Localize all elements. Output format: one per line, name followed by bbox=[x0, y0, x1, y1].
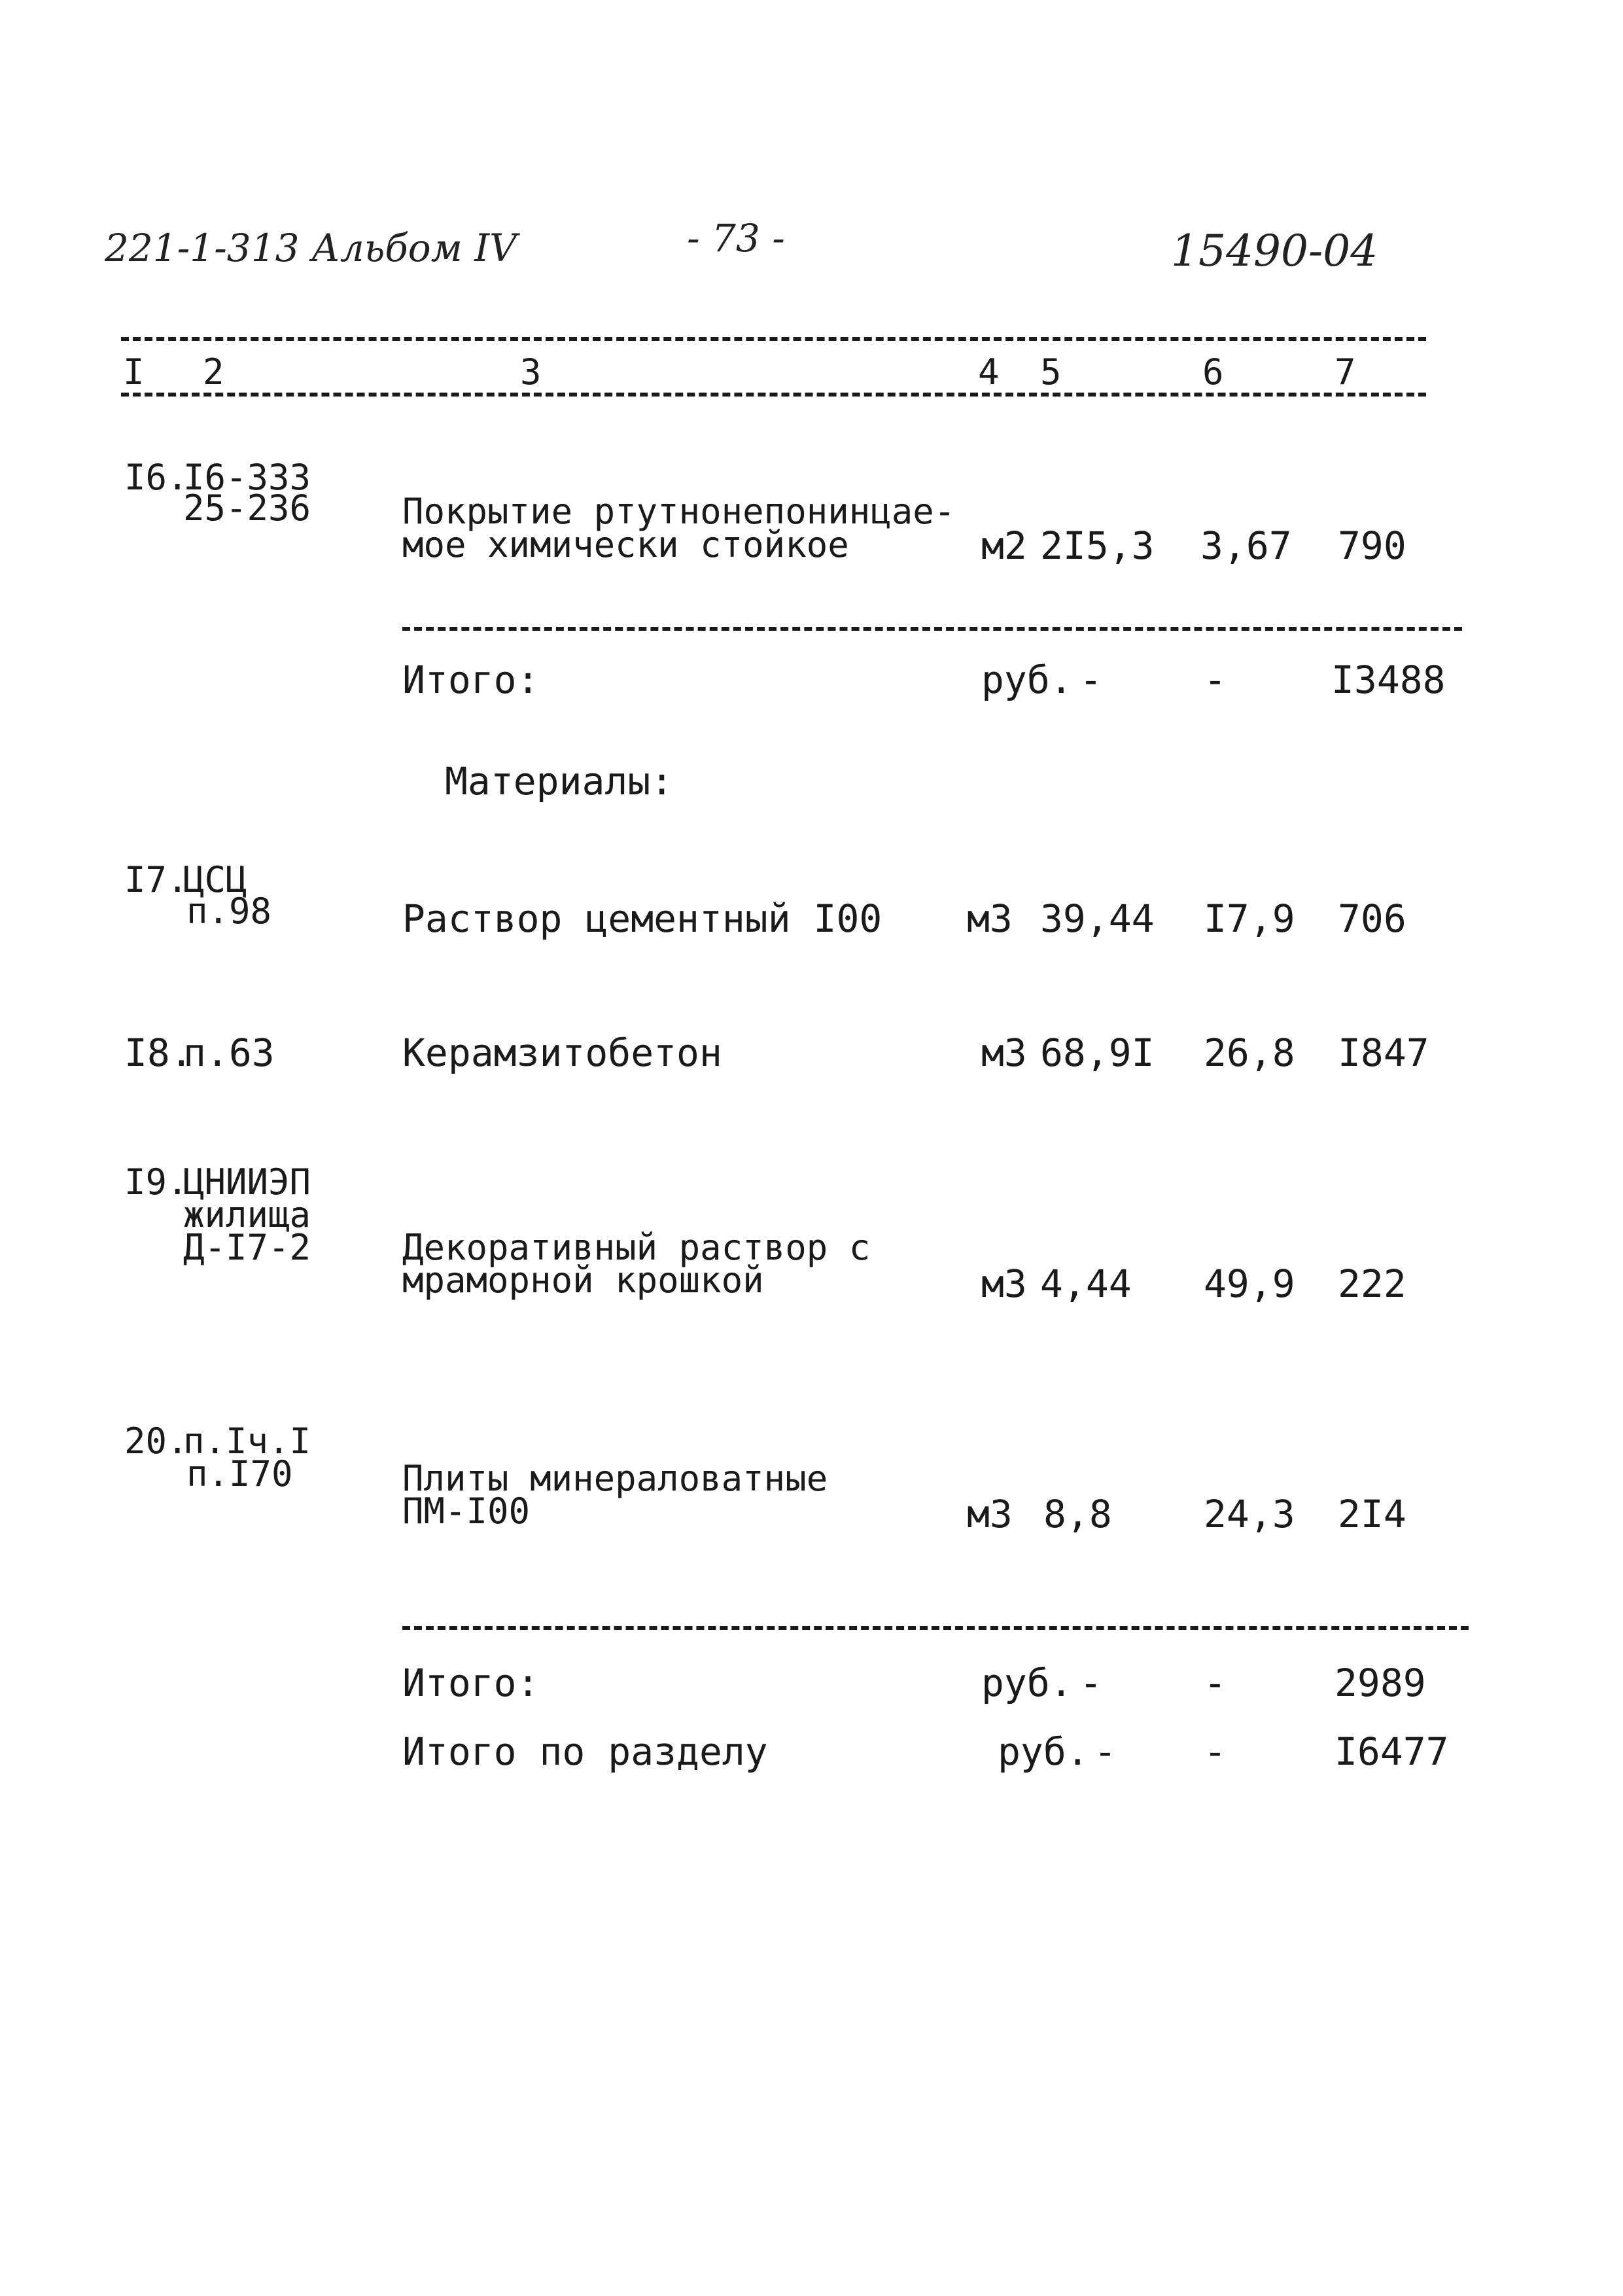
section-total-unit: руб. bbox=[998, 1729, 1089, 1774]
row-unit: м3 bbox=[967, 1492, 1013, 1536]
row-unit: м3 bbox=[981, 1031, 1027, 1075]
col-header-7: 7 bbox=[1335, 351, 1356, 393]
row-code: ЦНИИЭП bbox=[183, 1161, 311, 1203]
row-number: I7. bbox=[124, 859, 188, 900]
col-header-1: I bbox=[123, 351, 145, 393]
subtotal-unit: руб. bbox=[981, 1661, 1073, 1705]
row-number: I6. bbox=[124, 457, 188, 498]
page-number: - 73 - bbox=[687, 216, 785, 260]
section-heading: Материалы: bbox=[445, 759, 674, 804]
row-code: п.I70 bbox=[186, 1453, 293, 1494]
row-price: 3,67 bbox=[1200, 523, 1292, 568]
row-code: п.63 bbox=[183, 1031, 275, 1075]
row-number: 20. bbox=[124, 1421, 188, 1462]
row-price: I7,9 bbox=[1204, 896, 1295, 941]
document-code: 221-1-313 Альбом IV bbox=[105, 226, 517, 270]
row-total: 2I4 bbox=[1338, 1492, 1406, 1536]
row-unit: м2 bbox=[981, 523, 1027, 568]
subtotal-rule bbox=[402, 627, 1462, 631]
row-code: п.Iч.I bbox=[183, 1421, 311, 1462]
row-price: 24,3 bbox=[1204, 1492, 1295, 1536]
col-header-3: 3 bbox=[520, 351, 542, 393]
subtotal-rule bbox=[402, 1626, 1469, 1630]
section-total-total: I6477 bbox=[1335, 1729, 1449, 1774]
section-total-price: - bbox=[1204, 1729, 1227, 1774]
row-name: Плиты минераловатные bbox=[402, 1458, 828, 1499]
row-total: 222 bbox=[1338, 1262, 1406, 1306]
row-name: ПМ-I00 bbox=[402, 1491, 531, 1532]
subtotal-total: I3488 bbox=[1331, 658, 1446, 702]
row-price: 49,9 bbox=[1204, 1262, 1295, 1306]
subtotal-total: 2989 bbox=[1335, 1661, 1426, 1705]
row-number: I9. bbox=[124, 1161, 188, 1203]
row-name: Декоративный раствор с bbox=[402, 1227, 871, 1268]
col-header-2: 2 bbox=[203, 351, 224, 393]
subtotal-quantity: - bbox=[1079, 1661, 1102, 1705]
row-name: мраморной крошкой bbox=[402, 1260, 764, 1301]
row-code: I6-333 bbox=[183, 457, 311, 498]
row-quantity: 8,8 bbox=[1043, 1492, 1112, 1536]
subtotal-label: Итого: bbox=[402, 658, 540, 702]
row-name: Керамзитобетон bbox=[402, 1031, 722, 1075]
subtotal-price: - bbox=[1204, 1661, 1227, 1705]
row-quantity: 2I5,3 bbox=[1040, 523, 1155, 568]
row-code: жилища bbox=[183, 1194, 311, 1235]
row-quantity: 4,44 bbox=[1040, 1262, 1132, 1306]
row-unit: м3 bbox=[981, 1262, 1027, 1306]
header-top-rule bbox=[121, 337, 1426, 341]
section-total-label: Итого по разделу bbox=[402, 1729, 768, 1774]
col-header-5: 5 bbox=[1040, 351, 1062, 393]
row-name: Покрытие ртутнонепонинцае- bbox=[402, 491, 956, 532]
row-code: Д-I7-2 bbox=[183, 1227, 311, 1268]
col-header-6: 6 bbox=[1202, 351, 1224, 393]
row-unit: м3 bbox=[967, 896, 1013, 941]
subtotal-quantity: - bbox=[1079, 658, 1102, 702]
subtotal-unit: руб. bbox=[981, 658, 1073, 702]
row-total: 790 bbox=[1338, 523, 1406, 568]
document-number: 15490-04 bbox=[1171, 226, 1378, 276]
row-price: 26,8 bbox=[1204, 1031, 1295, 1075]
row-name: мое химически стойкое bbox=[402, 524, 849, 565]
row-number: I8. bbox=[124, 1031, 193, 1075]
subtotal-price: - bbox=[1204, 658, 1227, 702]
row-total: 706 bbox=[1338, 896, 1406, 941]
col-header-4: 4 bbox=[978, 351, 1000, 393]
row-quantity: 68,9I bbox=[1040, 1031, 1155, 1075]
subtotal-label: Итого: bbox=[402, 1661, 540, 1705]
row-code: ЦСЦ bbox=[183, 859, 247, 900]
row-quantity: 39,44 bbox=[1040, 896, 1155, 941]
header-bottom-rule bbox=[121, 393, 1426, 397]
row-name: Раствор цементный I00 bbox=[402, 896, 882, 941]
row-code: 25-236 bbox=[183, 487, 311, 529]
row-total: I847 bbox=[1338, 1031, 1429, 1075]
row-code: п.98 bbox=[186, 891, 272, 932]
section-total-quantity: - bbox=[1094, 1729, 1117, 1774]
